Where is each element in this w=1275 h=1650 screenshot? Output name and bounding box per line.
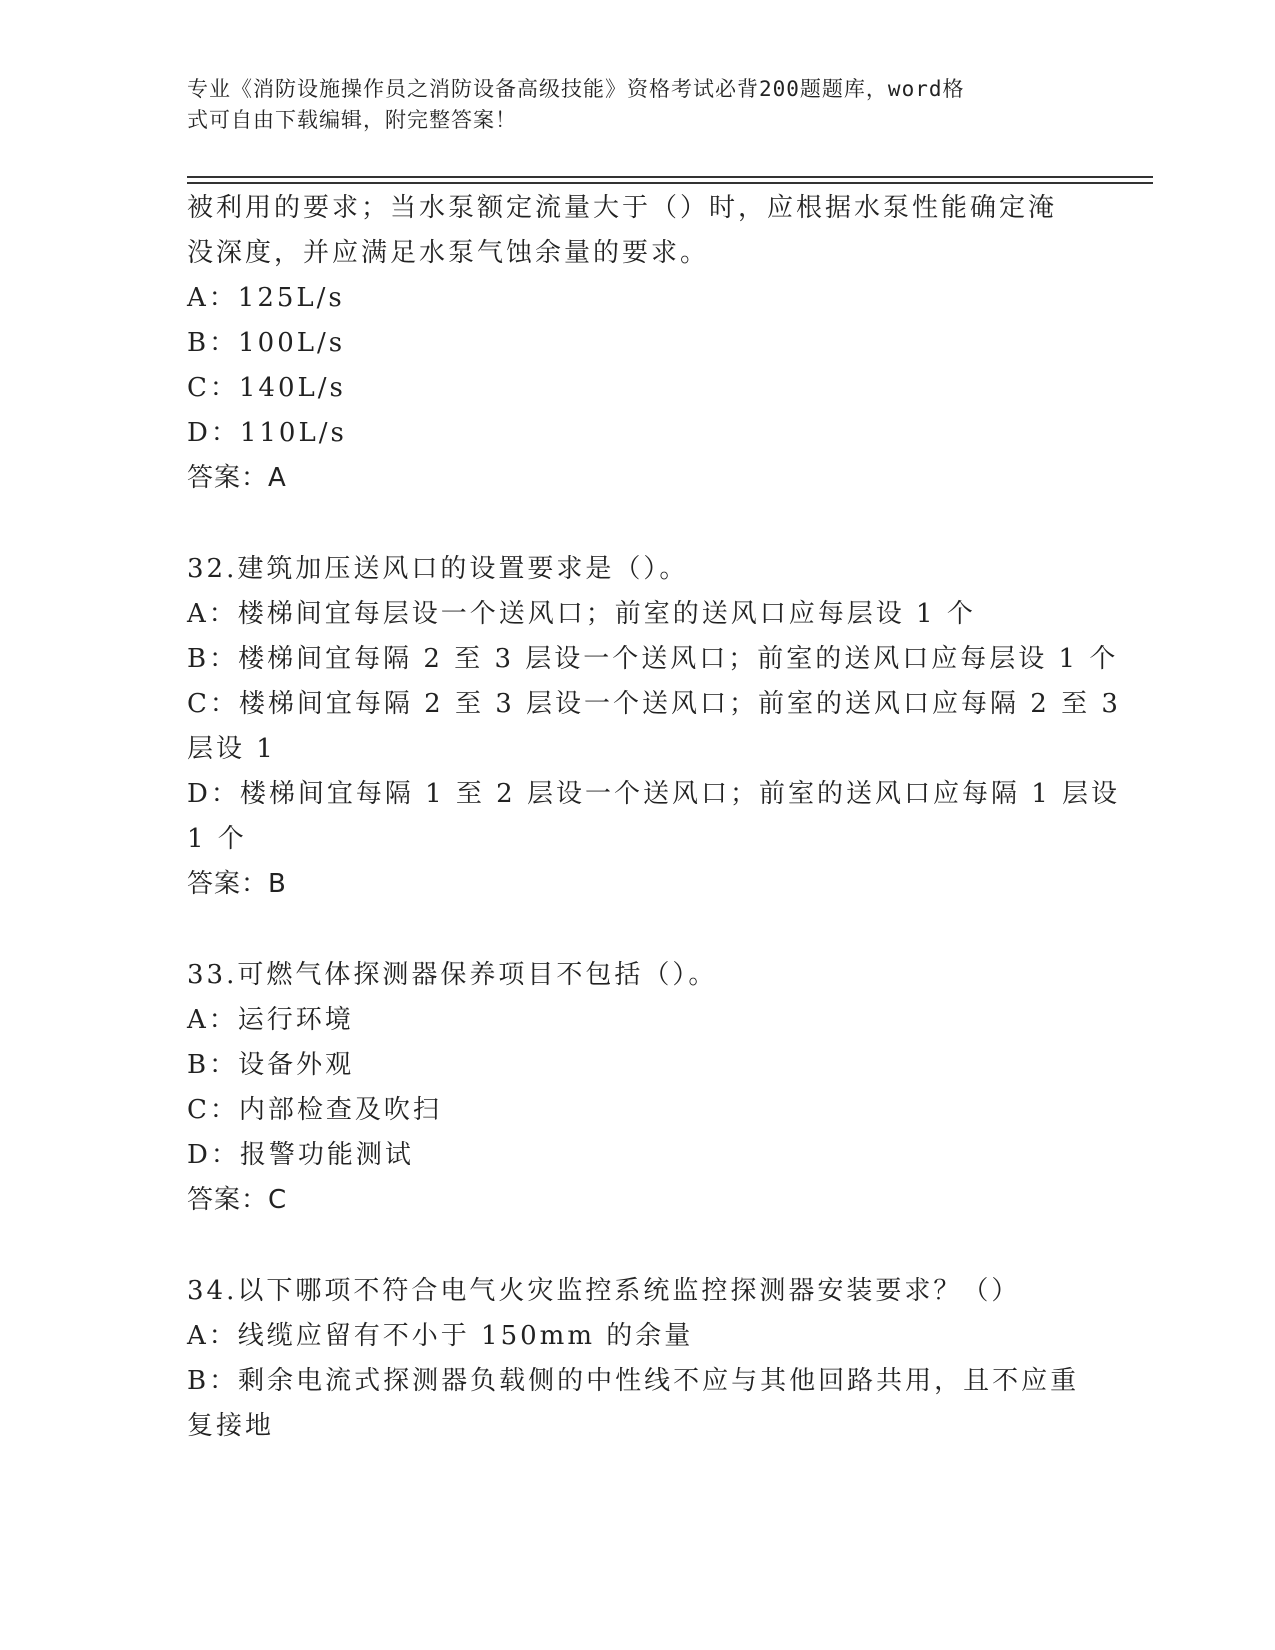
header-divider-top <box>187 176 1153 178</box>
option-line: B：楼梯间宜每隔 2 至 3 层设一个送风口；前室的送风口应每层设 1 个 <box>187 644 1119 674</box>
question-text-line: 1 个 <box>187 824 247 854</box>
question-text-line: 33.可燃气体探测器保养项目不包括（）。 <box>187 960 718 990</box>
option-line: D：110L/s <box>187 418 347 448</box>
block-spacer <box>187 501 1077 547</box>
question-block <box>187 186 1077 501</box>
question-text-line: 层设 1 <box>187 734 276 764</box>
document-header <box>187 74 1067 136</box>
option-line: A：楼梯间宜每层设一个送风口；前室的送风口应每层设 1 个 <box>187 599 976 629</box>
option-line: D：楼梯间宜每隔 1 至 2 层设一个送风口；前室的送风口应每隔 1 层设 <box>187 779 1121 809</box>
question-text-line: 复接地 <box>187 1411 275 1441</box>
header-line-1: 专业《消防设施操作员之消防设备高级技能》资格考试必背200题题库，word格 <box>187 77 965 101</box>
answer-line: 答案：C <box>187 1185 288 1215</box>
question-content <box>187 186 1121 1449</box>
option-line: C：140L/s <box>187 373 346 403</box>
option-line: B：100L/s <box>187 328 346 358</box>
question-block <box>187 953 1077 1223</box>
option-line: A：125L/s <box>187 283 345 313</box>
question-text-line: 被利用的要求；当水泵额定流量大于（）时，应根据水泵性能确定淹 <box>187 193 1058 223</box>
question-text-line: 32.建筑加压送风口的设置要求是（）。 <box>187 554 689 584</box>
answer-line: 答案：A <box>187 463 287 493</box>
option-line: C：内部检查及吹扫 <box>187 1095 442 1125</box>
option-line: A：运行环境 <box>187 1005 354 1035</box>
question-text-line: 没深度，并应满足水泵气蚀余量的要求。 <box>187 238 710 268</box>
option-line: B：剩余电流式探测器负载侧的中性线不应与其他回路共用，且不应重 <box>187 1366 1080 1396</box>
block-spacer <box>187 907 1077 953</box>
option-line: A：线缆应留有不小于 150mm 的余量 <box>187 1321 694 1351</box>
option-line: B：设备外观 <box>187 1050 355 1080</box>
question-block <box>187 1269 1080 1449</box>
option-line: D：报警功能测试 <box>187 1140 414 1170</box>
question-text-line: 34.以下哪项不符合电气火灾监控系统监控探测器安装要求？（） <box>187 1276 1021 1306</box>
option-line: C：楼梯间宜每隔 2 至 3 层设一个送风口；前室的送风口应每隔 2 至 3 <box>187 689 1121 719</box>
block-spacer <box>187 1223 1077 1269</box>
answer-line: 答案：B <box>187 869 287 899</box>
header-line-2: 式可自由下载编辑，附完整答案！ <box>187 108 517 132</box>
question-block <box>187 547 1121 907</box>
header-divider-bottom <box>187 182 1153 184</box>
